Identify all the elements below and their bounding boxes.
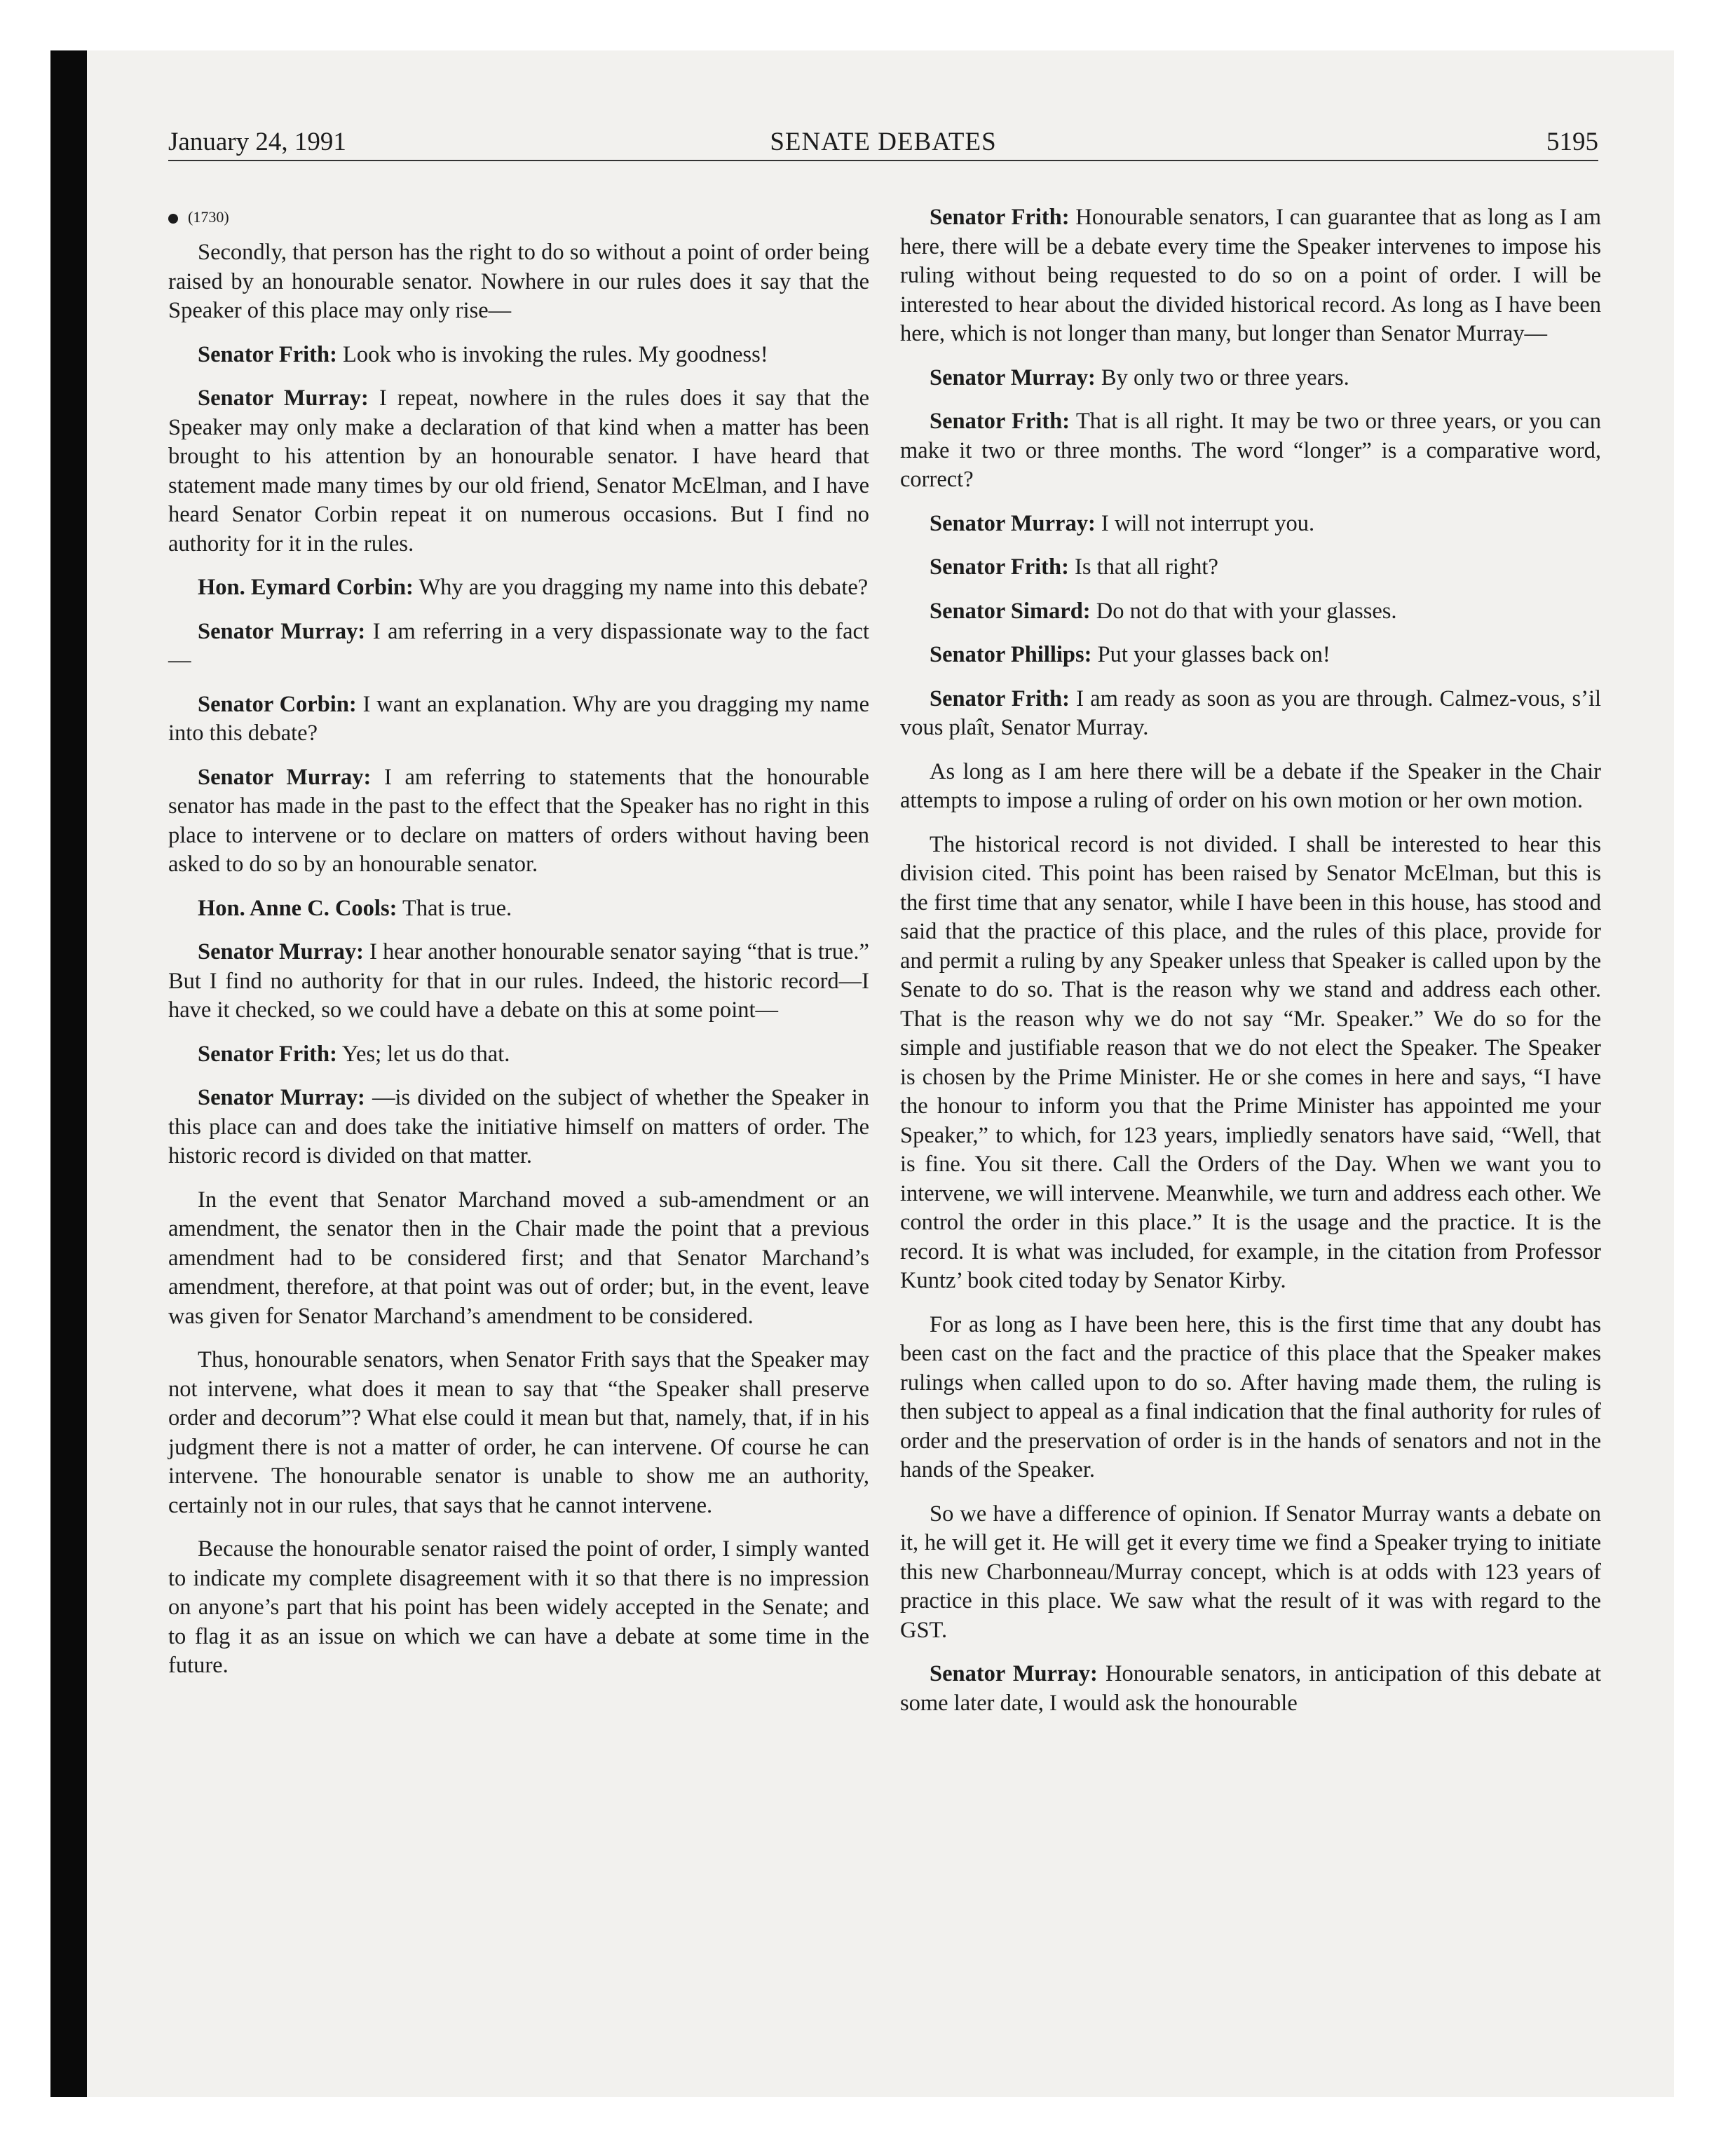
speaker-name: Senator Murray: xyxy=(930,364,1096,390)
right-column xyxy=(900,203,1601,1733)
paragraph xyxy=(168,238,869,326)
paragraph-text: So we have a difference of opinion. If Senator Murray wants a debate on it, he will get it. He will get it every time we find a Speaker trying to initiate this new Charbonneau/Murray concept, which is at odds with 123 years of practice in this place. We saw what the result of it was with regard to the GST. xyxy=(900,1501,1601,1643)
paragraph-text: Do not do that with your glasses. xyxy=(1096,598,1397,624)
time-marker xyxy=(168,203,869,231)
paragraph-text: Put your glasses back on! xyxy=(1097,642,1331,667)
speaker-name: Senator Murray: xyxy=(198,939,364,964)
right-paragraphs xyxy=(900,203,1601,1718)
time-marker-text: (1730) xyxy=(188,208,229,226)
paragraph-text: I hear another honourable senator saying “that is true.” But I find no authority for that in our rules. Indeed, the historic record—I have it checked, so we could have a debate on this at some point— xyxy=(168,939,869,1023)
speaker-name: Senator Murray: xyxy=(930,1661,1098,1686)
paragraph xyxy=(168,384,869,559)
paragraph xyxy=(168,618,869,676)
running-header xyxy=(168,125,1598,160)
speaker-name: Senator Murray: xyxy=(198,1085,365,1110)
left-paragraphs xyxy=(168,238,869,1681)
paragraph-text: Look who is invoking the rules. My goodness! xyxy=(343,341,768,367)
paragraph xyxy=(168,1040,869,1070)
paragraph xyxy=(900,407,1601,495)
speaker-name: Senator Frith: xyxy=(930,554,1069,580)
paragraph xyxy=(900,597,1601,627)
paragraph-text: That is all right. It may be two or three years, or you can make it two or three months. The word “longer” is a comparative word, correct? xyxy=(900,409,1601,492)
paragraph-text: The historical record is not divided. I shall be interested to hear this division cited. This point has been raised by Senator McElman, but this is the first time that any senator, while I have been in this house, has stood and said that the practice of this place, and the rules of this place, provide for and permit a ruling by any Speaker unless that Speaker is called upon by the Senate to do so. That is the reason why we stand and address each other. That is the reason why we do not say “Mr. Speaker.” We do so for the simple and justifiable reason that we do not elect the Speaker. The Speaker is chosen by the Prime Minister. He or she comes in here and says, “I have the honour to inform you that the Prime Minister has appointed me your Speaker,” to which, for 123 years, impliedly senators have said, “Well, that is fine. You sit there. Call the Orders of the Day. When we want you to intervene, we will intervene. Meanwhile, we turn and address each other. We control the order in this place.” It is the usage and the practice. It is the record. It is what was included, for example, in the citation from Professor Kuntz’ book cited today by Senator Kirby. xyxy=(900,831,1601,1293)
paragraph-text: As long as I am here there will be a debate if the Speaker in the Chair attempts to impose a ruling of order on his own motion or her own motion. xyxy=(900,758,1601,813)
paragraph-text: By only two or three years. xyxy=(1101,364,1349,390)
paragraph-text: Secondly, that person has the right to do so without a point of order being raised by an honourable senator. Nowhere in our rules does it say that the Speaker of this place may only rise— xyxy=(168,240,869,323)
speaker-name: Senator Murray: xyxy=(930,510,1096,536)
speaker-name: Senator Frith: xyxy=(930,685,1070,711)
paragraph xyxy=(900,1500,1601,1646)
binding-edge xyxy=(50,50,87,2097)
header-rule xyxy=(168,160,1598,161)
left-column xyxy=(168,203,869,1696)
header-title: SENATE DEBATES xyxy=(770,128,997,156)
speaker-name: Senator Murray: xyxy=(198,618,366,644)
paragraph xyxy=(168,573,869,603)
paragraph xyxy=(900,1660,1601,1718)
paragraph-text: Yes; let us do that. xyxy=(341,1041,510,1067)
paragraph-text: Is that all right? xyxy=(1075,554,1218,580)
paragraph xyxy=(168,690,869,749)
paragraph xyxy=(900,510,1601,539)
speaker-name: Senator Corbin: xyxy=(198,691,357,717)
speaker-name: Senator Frith: xyxy=(198,341,337,367)
paragraph-text: Honourable senators, in anticipation of this debate at some later date, I would ask the honourable xyxy=(900,1661,1602,1716)
speaker-name: Senator Frith: xyxy=(930,205,1070,230)
speaker-name: Senator Murray: xyxy=(198,386,369,411)
paragraph xyxy=(168,894,869,924)
paragraph xyxy=(900,685,1601,743)
speaker-name: Senator Murray: xyxy=(198,764,372,790)
paragraph-text: Because the honourable senator raised the point of order, I simply wanted to indicate my complete disagreement with it so that there is no impression on anyone’s part that his point has been widely accepted in the Senate; and to flag it as an issue on which we can have a debate at some time in the future. xyxy=(168,1536,869,1678)
bullet-icon xyxy=(168,214,178,224)
header-date: January 24, 1991 xyxy=(168,128,346,156)
paragraph xyxy=(168,1535,869,1681)
speaker-name: Senator Simard: xyxy=(930,598,1091,624)
paragraph xyxy=(168,341,869,370)
paragraph xyxy=(900,203,1601,349)
speaker-name: Hon. Anne C. Cools: xyxy=(198,895,397,921)
paragraph xyxy=(168,1346,869,1520)
paragraph-text: I am referring in a very dispassionate way to the fact— xyxy=(168,618,869,673)
page-number: 5195 xyxy=(1546,128,1598,156)
paragraph-text: Why are you dragging my name into this debate? xyxy=(419,575,869,600)
paragraph-text: I want an explanation. Why are you dragging my name into this debate? xyxy=(168,691,870,746)
paragraph xyxy=(168,938,869,1025)
speaker-name: Senator Phillips: xyxy=(930,642,1092,667)
paragraph-text: In the event that Senator Marchand moved a sub-amendment or an amendment, the senator then in the Chair made the point that a previous amendment had to be considered first; and that Senator Marchand’s amendment, therefore, at that point was out of order; but, in the event, leave was given for Senator Marchand’s amendment to be considered. xyxy=(168,1187,869,1329)
paragraph xyxy=(900,364,1601,393)
paragraph xyxy=(168,1186,869,1332)
paragraph xyxy=(900,641,1601,670)
paragraph-text: I am referring to statements that the honourable senator has made in the past to the effect that the Speaker has no right in this place to intervene or to declare on matters of orders without having been asked to do so by an honourable senator. xyxy=(168,764,869,877)
paragraph-text: I repeat, nowhere in the rules does it say that the Speaker may only make a declaration of that kind when a matter has been brought to his attention by an honourable senator. I have heard that statement made many times by our old friend, Senator McElman, and I have heard Senator Corbin repeat it on numerous occasions. But I find no authority for it in the rules. xyxy=(168,386,869,557)
speaker-name: Senator Frith: xyxy=(930,409,1070,434)
speaker-name: Senator Frith: xyxy=(198,1041,337,1067)
paragraph xyxy=(900,831,1601,1296)
paragraph-text: Honourable senators, I can guarantee that as long as I am here, there will be a debate every time the Speaker intervenes to impose his ruling without being requested to do so on a point of order. I will be interested to hear about the divided historical record. As long as I have been here, which is not longer than many, but longer than Senator Murray— xyxy=(900,205,1602,346)
paragraph xyxy=(168,1084,869,1171)
paragraph xyxy=(900,553,1601,582)
paragraph-text: —is divided on the subject of whether the Speaker in this place can and does take the initiative himself on matters of order. The historic record is divided on that matter. xyxy=(168,1085,869,1168)
paragraph-text: That is true. xyxy=(402,895,512,921)
paragraph-text: For as long as I have been here, this is the first time that any doubt has been cast on the fact and the practice of this place that the Speaker makes rulings when called upon to do so. After having made them, the ruling is then subject to appeal as a final indication that the final authority for rules of order and the preservation of order is in the hands of senators and not in the hands of the Speaker. xyxy=(900,1311,1601,1482)
speaker-name: Hon. Eymard Corbin: xyxy=(198,575,414,600)
paragraph xyxy=(900,758,1601,816)
paragraph xyxy=(900,1311,1601,1485)
paragraph-text: I will not interrupt you. xyxy=(1101,510,1315,536)
paragraph xyxy=(168,763,869,880)
paragraph-text: I am ready as soon as you are through. Calmez-vous, s’il vous plaît, Senator Murray. xyxy=(900,685,1602,740)
paragraph-text: Thus, honourable senators, when Senator Frith says that the Speaker may not intervene, what does it mean to say that “the Speaker shall preserve order and decorum”? What else could it mean but that, namely, that, if in his judgment there is not a matter of order, he can intervene. Of course he can intervene. The honourable senator is unable to show me an authority, certainly not in our rules, that says that he cannot intervene. xyxy=(168,1347,869,1518)
